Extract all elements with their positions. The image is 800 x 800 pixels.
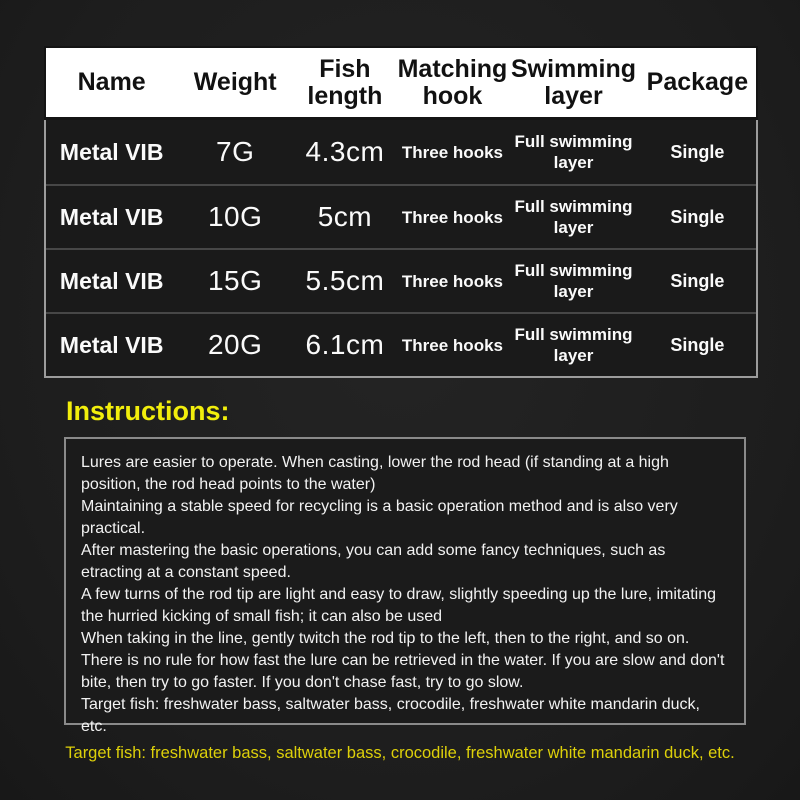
cell-hook: Three hooks (401, 142, 503, 162)
table-row (46, 184, 756, 248)
cell-weight: 10G (207, 201, 263, 232)
cell-name: Metal VIB (59, 138, 164, 165)
header-cell-weight: Weight (193, 68, 277, 96)
header-cell-fish-length: Fish length (307, 54, 383, 110)
table-row (46, 248, 756, 312)
header-cell-package: Package (646, 68, 749, 96)
cell-layer: Full swimming layer (514, 132, 633, 172)
cell-package: Single (670, 270, 725, 291)
cell-name: Metal VIB (59, 203, 164, 230)
cell-length: 6.1cm (305, 329, 385, 360)
instruction-paragraph: Maintaining a stable speed for recycling is a basic operation method and is also very practical. (81, 498, 678, 537)
instruction-paragraph: After mastering the basic operations, you can add some fancy techniques, such as etracting at a constant speed. (81, 542, 666, 581)
instruction-paragraph: There is no rule for how fast the lure can be retrieved in the water. If you are slow and don't bite, then try to go faster. If you don't chase fast, try to go slow. (81, 652, 725, 691)
cell-package: Single (670, 206, 725, 227)
table-row (46, 120, 756, 184)
cell-name: Metal VIB (59, 331, 164, 358)
cell-layer: Full swimming layer (514, 197, 633, 237)
cell-hook: Three hooks (401, 271, 503, 291)
spec-table-header-row (44, 46, 758, 120)
instruction-paragraph: When taking in the line, gently twitch the rod tip to the left, then to the right, and so on. (81, 630, 690, 647)
header-cell-swimming-layer: Swimming layer (510, 54, 636, 110)
cell-hook: Three hooks (401, 207, 503, 227)
table-row (46, 312, 756, 376)
spec-table (44, 46, 758, 378)
cell-weight: 7G (216, 136, 255, 167)
cell-length: 5.5cm (305, 265, 385, 296)
instruction-paragraph: A few turns of the rod tip are light and easy to draw, slightly speeding up the lure, imitating the hurried kicking of small fish; it can also be used (81, 586, 717, 625)
cell-weight: 15G (207, 265, 263, 296)
header-cell-name: Name (77, 68, 146, 96)
cell-length: 4.3cm (305, 136, 385, 167)
instructions-heading: Instructions: (66, 396, 230, 426)
cell-layer: Full swimming layer (514, 325, 633, 365)
cell-package: Single (670, 141, 725, 162)
instructions-box (64, 437, 746, 735)
header-cell-matching-hook: Matching hook (397, 54, 508, 110)
cell-hook: Three hooks (401, 335, 503, 355)
cell-layer: Full swimming layer (514, 261, 633, 301)
instruction-paragraph: Target fish: freshwater bass, saltwater bass, crocodile, freshwater white mandarin duck, etc. (81, 696, 700, 735)
target-fish-line: Target fish: freshwater bass, saltwater bass, crocodile, freshwater white mandarin duck, etc. (65, 744, 735, 762)
cell-package: Single (670, 334, 725, 355)
spec-table-body (44, 120, 758, 378)
cell-length: 5cm (317, 201, 373, 232)
instruction-paragraph: Lures are easier to operate. When casting, lower the rod head (if standing at a high position, the rod head points to the water) (81, 454, 669, 493)
cell-weight: 20G (207, 329, 263, 360)
cell-name: Metal VIB (59, 267, 164, 294)
